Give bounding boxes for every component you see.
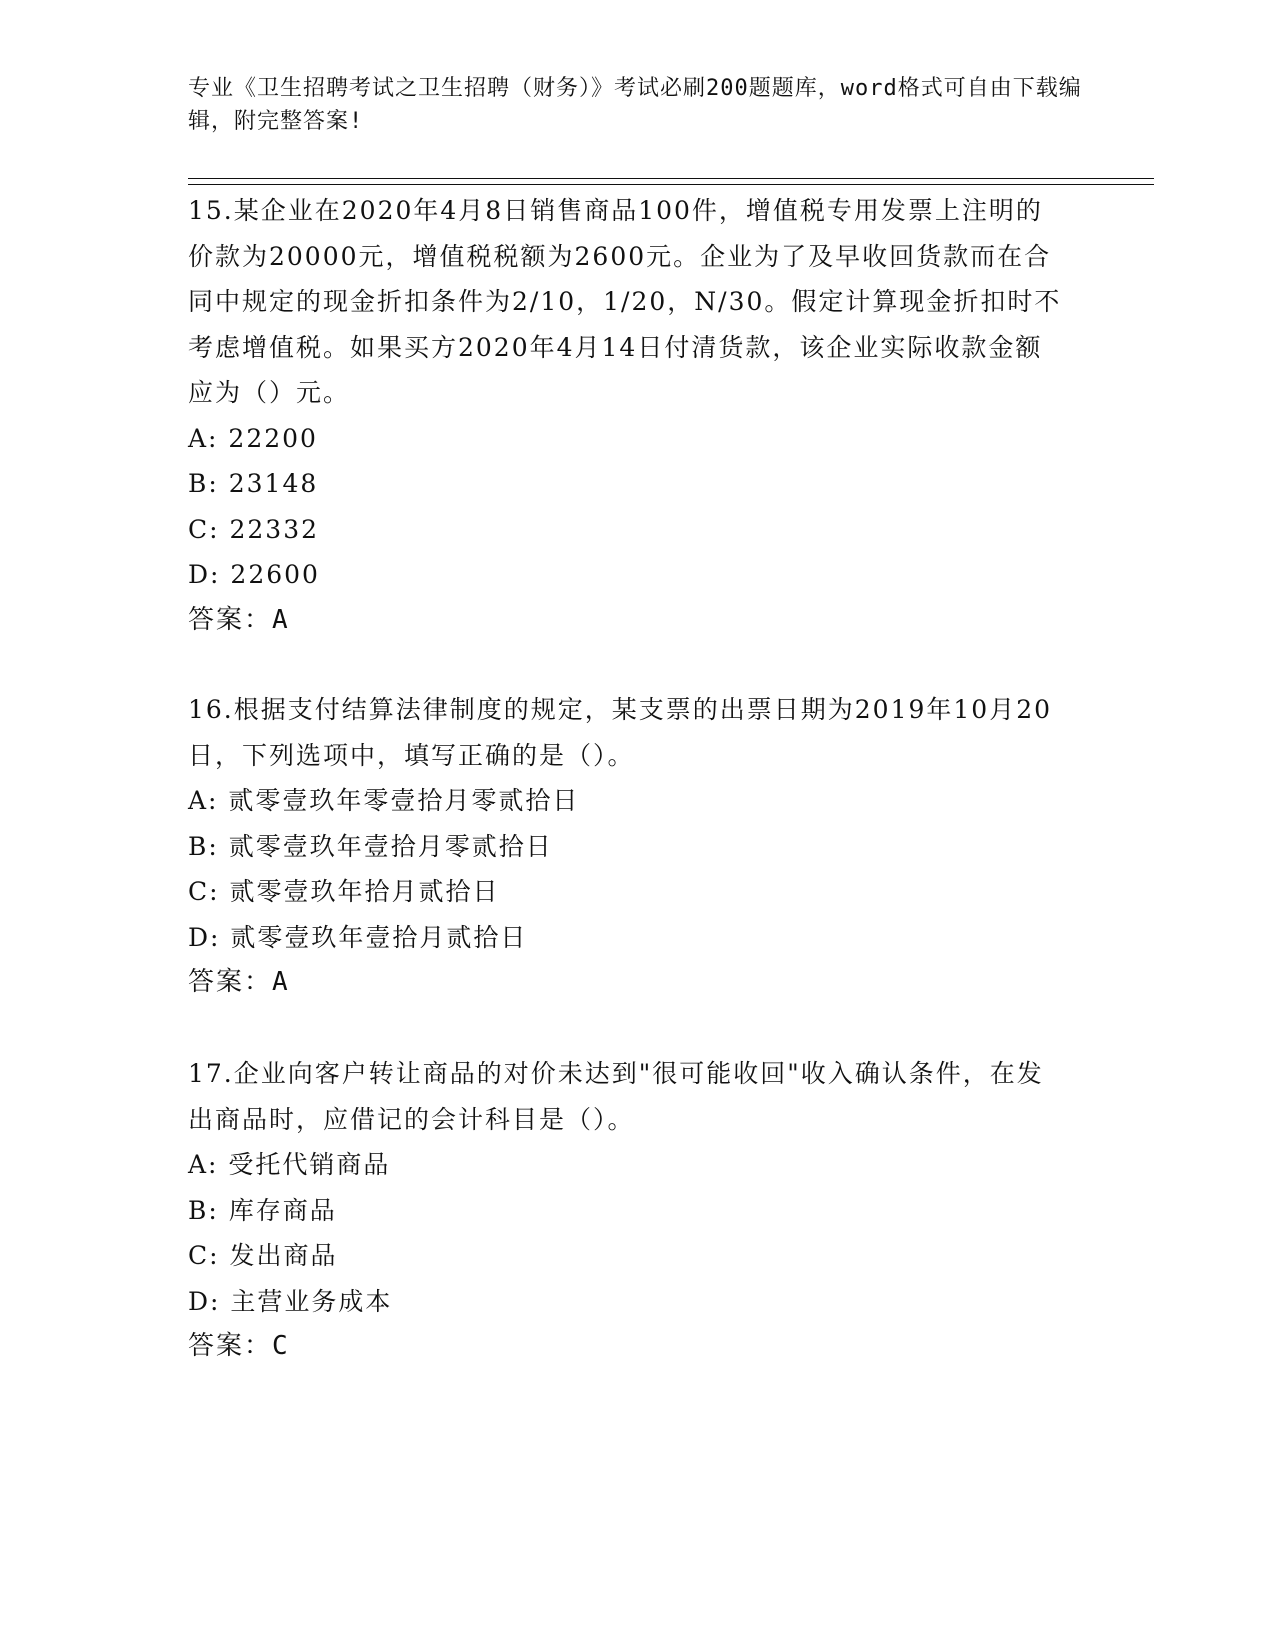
question-stem: 15.某企业在2020年4月8日销售商品100件，增值税专用发票上注明的价款为20000元，增值税税额为2600元。企业为了及早收回货款而在合同中规定的现金折扣条件为2/10，1/20，N/30。假定计算现金折扣时不考虑增值税。如果买方2020年4月14日付清货款，该企业实际收款金额应为（）元。 [188, 196, 1062, 407]
option-a: A: 贰零壹玖年零壹拾月零贰拾日 [188, 786, 580, 815]
option-d: D: 22600 [188, 560, 320, 589]
header-divider-top [188, 178, 1154, 179]
answer: 答案：C [188, 1331, 290, 1361]
option-c: C: 发出商品 [188, 1241, 338, 1270]
document-header: 专业《卫生招聘考试之卫生招聘（财务）》考试必刷200题题库，word格式可自由下载编辑，附完整答案! [188, 76, 1082, 134]
option-c: C: 22332 [188, 514, 320, 544]
option-d: D: 贰零壹玖年壹拾月贰拾日 [188, 922, 528, 952]
question-stem: 16.根据支付结算法律制度的规定，某支票的出票日期为2019年10月20日，下列选项中，填写正确的是（）。 [188, 695, 1053, 770]
option-b: B: 贰零壹玖年壹拾月零贰拾日 [188, 831, 553, 861]
option-b: B: 23148 [188, 469, 319, 498]
option-b: B: 库存商品 [188, 1195, 337, 1225]
option-c: C: 贰零壹玖年拾月贰拾日 [188, 877, 500, 906]
answer: 答案：A [188, 604, 290, 635]
header-divider-bottom [188, 184, 1154, 185]
option-a: A: 22200 [188, 423, 318, 453]
option-a: A: 受托代销商品 [188, 1150, 391, 1179]
option-d: D: 主营业务成本 [188, 1286, 393, 1316]
answer: 答案：A [188, 967, 290, 997]
question-stem: 17.企业向客户转让商品的对价未达到"很可能收回"收入确认条件，在发出商品时，应借记的会计科目是（）。 [188, 1059, 1044, 1134]
question-17 [188, 1051, 1068, 1370]
question-16 [188, 687, 1068, 1006]
question-15 [188, 188, 1068, 643]
